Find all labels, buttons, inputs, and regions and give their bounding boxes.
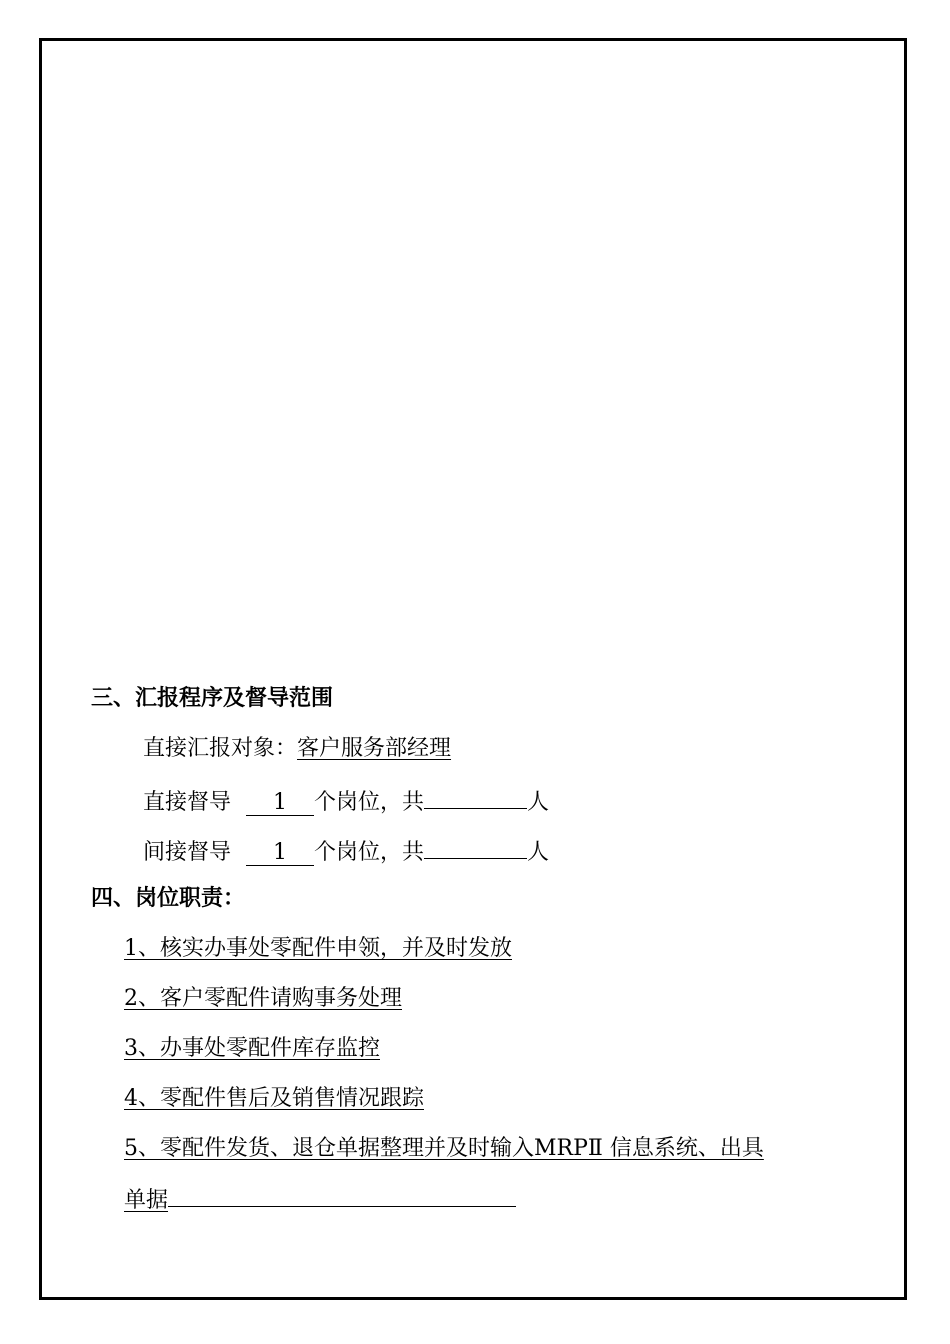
indirect-supervision-row <box>143 834 549 868</box>
indirect-mid-text: 个岗位，共 <box>314 840 425 865</box>
report-to-row <box>143 734 451 764</box>
indirect-count-field: 1 <box>246 841 314 866</box>
duty-item: 4、零配件售后及销售情况跟踪 <box>124 1086 424 1111</box>
duty-item: 1、核实办事处零配件申领，并及时发放 <box>124 936 512 961</box>
indirect-suffix: 人 <box>527 840 550 865</box>
direct-supervision-row <box>143 784 549 818</box>
duty-item: 5、零配件发货、退仓单据整理并及时输入MRPⅡ 信息系统、出具 <box>124 1136 764 1161</box>
duty-item: 3、办事处零配件库存监控 <box>124 1036 380 1061</box>
report-to-label: 直接汇报对象： <box>143 736 298 761</box>
indirect-total-field <box>424 834 527 859</box>
direct-total-field <box>424 784 527 809</box>
direct-count-field: 1 <box>246 791 314 816</box>
section-heading-reporting: 三、汇报程序及督导范围 <box>91 686 334 711</box>
direct-supervision-label: 直接督导 <box>143 790 232 815</box>
duty-fill-line <box>168 1184 516 1207</box>
direct-suffix: 人 <box>527 790 550 815</box>
duty-item-continuation <box>124 1184 516 1216</box>
duty-item-continuation-text: 单据 <box>124 1188 169 1213</box>
indirect-supervision-label: 间接督导 <box>143 840 232 865</box>
duty-item: 2、客户零配件请购事务处理 <box>124 986 402 1011</box>
report-to-value: 客户服务部经理 <box>297 736 452 761</box>
section-heading-duties: 四、岗位职责： <box>91 886 246 911</box>
direct-mid-text: 个岗位，共 <box>314 790 425 815</box>
